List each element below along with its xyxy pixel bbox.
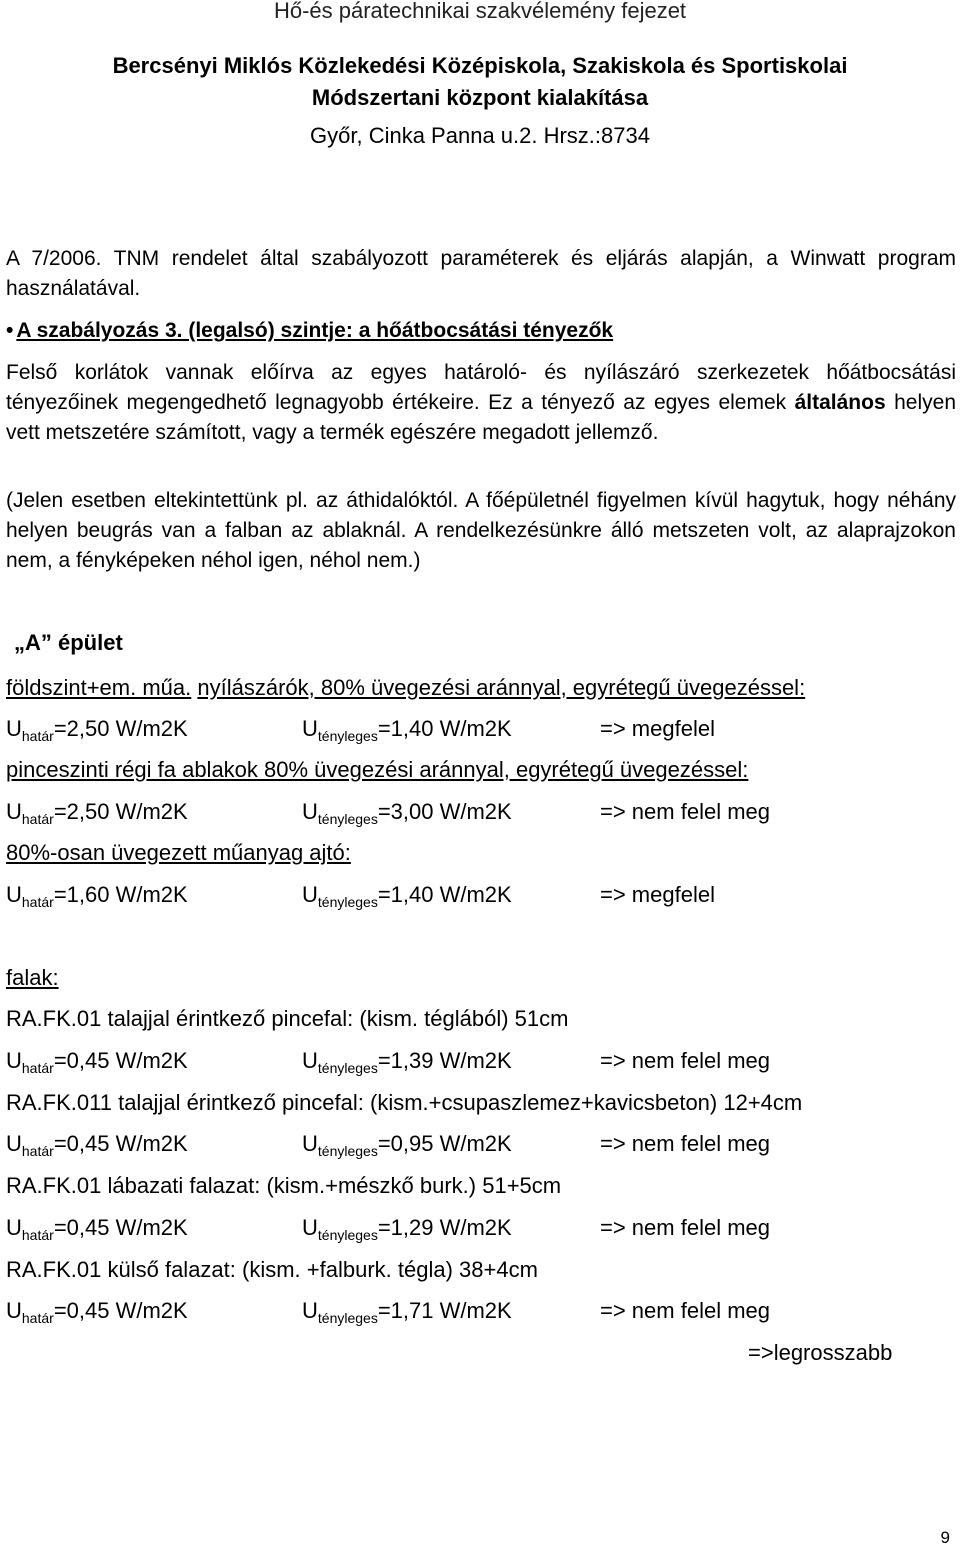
page-number: 9	[940, 1528, 950, 1547]
section-heading-lead: A szabályozás 3.	[16, 319, 183, 342]
paragraph-1-part-1: Felső korlátok vannak előírva az egyes határoló- és nyílászáró szerkezetek hőátbocsátási tényezőinek megengedhető legnagyobb értékeire. Ez a tényező az egyes elemek	[6, 361, 956, 414]
item-label-row	[6, 840, 956, 870]
item-label: pinceszinti régi fa ablakok 80% üvegezési aránnyal, egyrétegű üvegezéssel:	[6, 757, 749, 782]
wall-label-row	[6, 1006, 956, 1036]
result: => nem felel meg	[600, 1048, 770, 1073]
item-label: 80%-osan üvegezett műanyag ajtó:	[6, 840, 351, 865]
paragraph-2: (Jelen esetben eltekintettünk pl. az áthidalóktól. A főépületnél figyelmen kívül hagytuk, hogy néhány helyen beugrás van a falban az ablaknál. A rendelkezésünkre álló metszeten volt, az alaprajzokon nem, a fényképeken néhol igen, néhol nem.)	[6, 489, 956, 572]
u-limit: $U_{határ}=1,60$ W/m2K	[6, 882, 188, 910]
item-label-row	[6, 675, 956, 705]
result: => nem felel meg	[600, 799, 770, 824]
section-heading	[6, 316, 956, 346]
item-label: nyílászárók, 80% üvegezési aránnyal, egyrétegű üvegezéssel:	[197, 675, 806, 700]
u-limit: $U_{határ}=2,50$ W/m2K	[6, 716, 188, 744]
result: => megfelel	[600, 716, 715, 741]
section-heading-rest: (legalsó) szintje: a hőátbocsátási tényezők	[182, 319, 614, 342]
intro-paragraph: A 7/2006. TNM rendelet által szabályozott paraméterek és eljárás alapján, a Winwatt program használatával.	[6, 247, 956, 300]
wall-label: RA.FK.011 talajjal érintkező pincefal: (kism.+csupaszlemez+kavicsbeton) 12+4cm	[6, 1090, 803, 1115]
building-title: „A” épület	[14, 630, 123, 655]
walls-label-row	[6, 965, 956, 995]
result: => nem felel meg	[600, 1131, 770, 1156]
wall-label-row	[6, 1090, 956, 1120]
item-label-row	[6, 757, 956, 787]
chapter-title: Hő-és páratechnikai szakvélemény fejezet	[273, 0, 687, 23]
u-limit: $U_{határ}=0,45$ W/m2K	[6, 1298, 188, 1326]
address: Győr, Cinka Panna u.2. Hrsz.:8734	[310, 123, 650, 148]
paragraph-1-bold: általános	[794, 391, 886, 414]
u-actual: $U_{tényleges}=1,40$ W/m2K	[302, 882, 512, 910]
institution-line-2: Módszertani központ kialakítása	[311, 85, 649, 110]
u-limit: $U_{határ}=0,45$ W/m2K	[6, 1048, 188, 1076]
u-values-row	[6, 882, 956, 912]
u-limit: $U_{határ}=0,45$ W/m2K	[6, 1215, 188, 1243]
wall-label-row	[6, 1257, 956, 1287]
institution-line-1: Bercsényi Miklós Közlekedési Középiskola, Szakiskola és Sportiskolai	[112, 53, 848, 78]
result: => nem felel meg	[600, 1298, 770, 1323]
u-actual: $U_{tényleges}=1,40$ W/m2K	[302, 716, 512, 744]
u-values-row	[6, 1131, 956, 1161]
wall-label: RA.FK.01 talajjal érintkező pincefal: (kism. téglából) 51cm	[6, 1006, 569, 1031]
u-actual: $U_{tényleges}=3,00$ W/m2K	[302, 799, 512, 827]
u-values-row	[6, 1298, 956, 1328]
wall-label: RA.FK.01 lábazati falazat: (kism.+mészkő burk.) 51+5cm	[6, 1173, 562, 1198]
wall-label: RA.FK.01 külső falazat: (kism. +falburk. tégla) 38+4cm	[6, 1257, 538, 1282]
u-values-row	[6, 1215, 956, 1245]
u-actual: $U_{tényleges}=0,95$ W/m2K	[302, 1131, 512, 1159]
result: => megfelel	[600, 882, 715, 907]
floor-label: földszint+em. műa.	[6, 675, 192, 700]
u-values-row	[6, 799, 956, 829]
bullet-icon: •	[6, 319, 14, 342]
u-actual: $U_{tényleges}=1,29$ W/m2K	[302, 1215, 512, 1243]
u-values-row	[6, 1048, 956, 1078]
wall-label-row	[6, 1173, 956, 1203]
u-values-row	[6, 716, 956, 746]
result: => nem felel meg	[600, 1215, 770, 1240]
paragraph-1-part-2: helyen vett metszetére számított, vagy a termék egészére megadott jellemző.	[6, 391, 957, 444]
u-limit: $U_{határ}=2,50$ W/m2K	[6, 799, 188, 827]
u-limit: $U_{határ}=0,45$ W/m2K	[6, 1131, 188, 1159]
conclusion: =>legrosszabb	[748, 1340, 893, 1365]
paragraph-1	[6, 358, 956, 448]
walls-label: falak:	[6, 965, 59, 990]
u-actual: $U_{tényleges}=1,71$ W/m2K	[302, 1298, 512, 1326]
u-actual: $U_{tényleges}=1,39$ W/m2K	[302, 1048, 512, 1076]
